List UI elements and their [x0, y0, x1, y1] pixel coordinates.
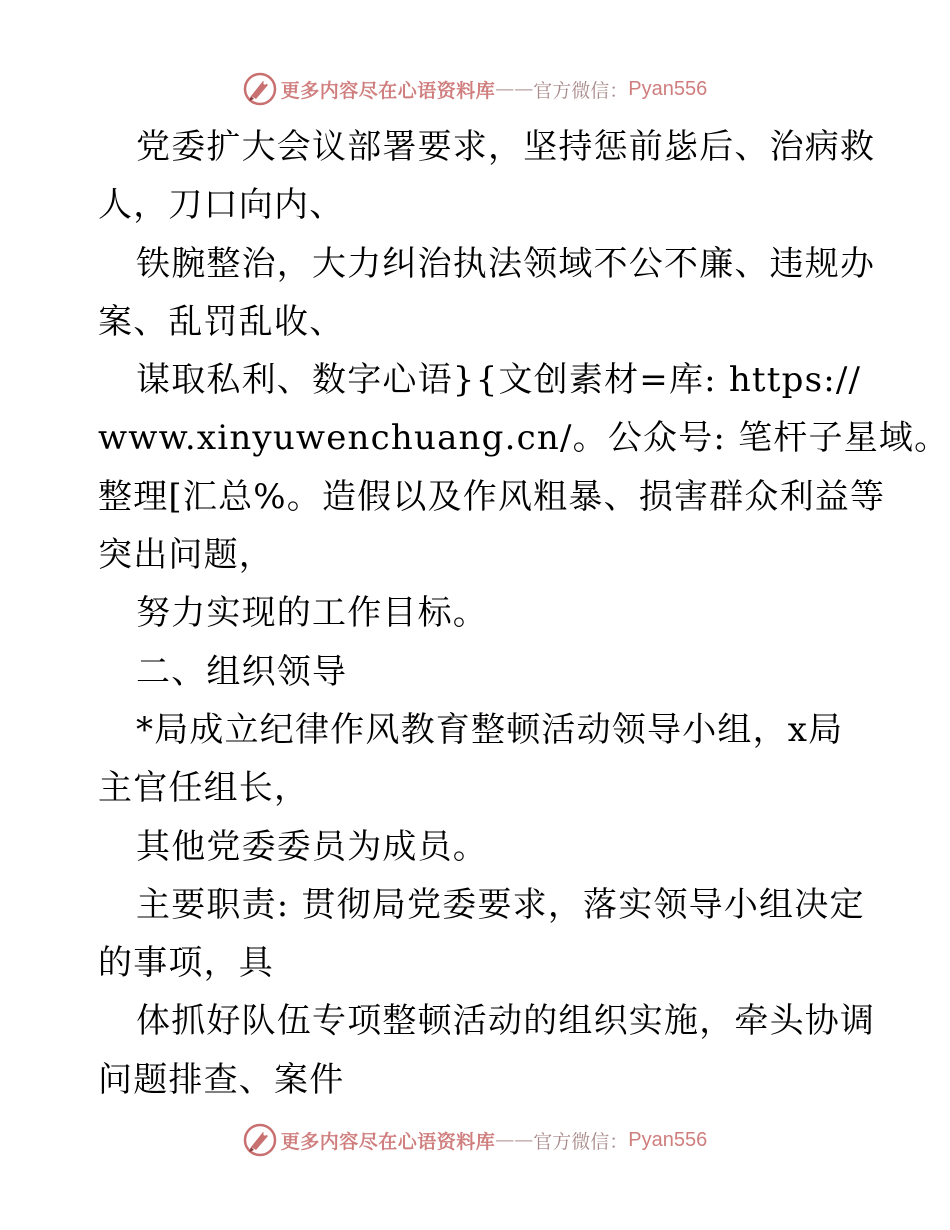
- wechat-id: Pyan556: [628, 1128, 708, 1151]
- body-line: 突出问题，: [98, 535, 274, 576]
- body-line: 体抓好队伍专项整顿活动的组织实施，牵头协调: [136, 1001, 876, 1042]
- body-line: 主要职责: 贯彻局党委要求，落实领导小组决定: [136, 884, 865, 925]
- wechat-id: Pyan556: [628, 77, 708, 100]
- body-line: www.xinyuwenchuang.cn/。公众号: 笔杆子星域。: [98, 418, 950, 459]
- body-line: 整理[汇总%。造假以及作风粗暴、损害群众利益等: [98, 476, 886, 517]
- pen-logo-icon: [243, 1123, 277, 1157]
- banner-separator: ——: [495, 1129, 534, 1151]
- section-heading: 二、组织领导: [136, 651, 348, 692]
- body-line: 党委扩大会议部署要求，坚持惩前毖后、治病救: [136, 127, 876, 167]
- body-line: 的事项，具: [98, 943, 274, 984]
- document-body: [98, 118, 950, 1109]
- body-line: 努力实现的工作目标。: [136, 593, 488, 634]
- body-line: 其他党委委员为成员。: [136, 826, 488, 867]
- pen-logo-icon: [243, 72, 277, 106]
- body-line: 问题排查、案件: [98, 1059, 345, 1100]
- footer-banner: [0, 1120, 950, 1160]
- body-line: 人，刀口向内、: [98, 185, 345, 226]
- body-line: 谋取私利、数字心语}{文创素材=库: https://: [136, 360, 862, 401]
- header-banner: [0, 69, 950, 109]
- body-line: 主官任组长，: [98, 768, 310, 809]
- body-line: 案、乱罚乱收、: [98, 301, 345, 342]
- body-line: 铁腕整治，大力纠治执法领域不公不廉、违规办: [136, 243, 876, 284]
- banner-title: 更多内容尽在心语资料库: [280, 1130, 496, 1153]
- body-line: *局成立纪律作风教育整顿活动领导小组，x局: [136, 709, 844, 750]
- banner-title: 更多内容尽在心语资料库: [280, 79, 496, 102]
- banner-separator: ——: [495, 78, 534, 100]
- wechat-label: 官方微信：: [533, 1130, 629, 1153]
- wechat-label: 官方微信：: [533, 79, 629, 102]
